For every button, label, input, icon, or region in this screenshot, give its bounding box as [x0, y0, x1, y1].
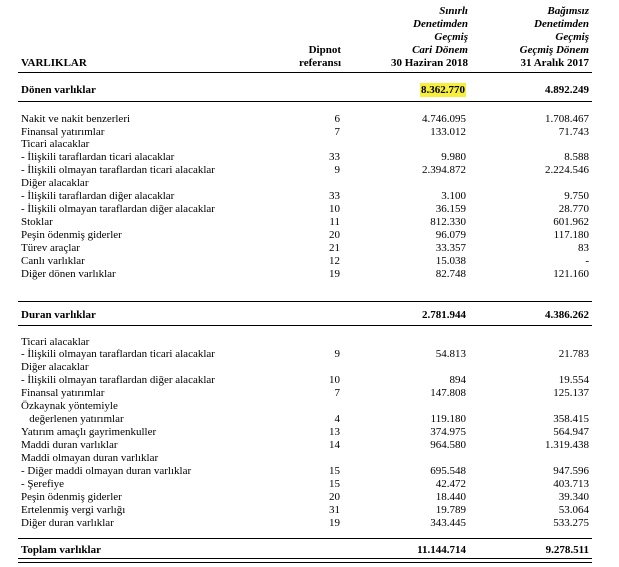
row-label: - İlişkili olmayan taraflardan ticari alacaklar: [21, 348, 215, 360]
table-row: [0, 229, 619, 241]
current-period-cell: [380, 439, 466, 451]
prior-period-value: 125.137: [553, 387, 589, 399]
row-label: Maddi duran varlıklar: [21, 439, 118, 451]
table-row: [0, 478, 619, 490]
current-period-value: 147.808: [430, 387, 466, 399]
current-period-value: 3.100: [441, 190, 466, 202]
row-label: Ticari alacaklar: [21, 138, 90, 150]
current-period-value: 894: [449, 374, 466, 386]
current-period-cell: [380, 478, 466, 490]
table-row: [0, 348, 619, 360]
current-period-cell: [380, 216, 466, 228]
current-period-value: 2.781.944: [422, 309, 466, 321]
row-note: 4: [334, 413, 340, 425]
row-label: Peşin ödenmiş giderler: [21, 491, 122, 503]
prior-period-value: 21.783: [558, 348, 589, 360]
prior-period-value: 1.319.438: [545, 439, 589, 451]
header-rule: [18, 72, 592, 73]
current-period-value: 8.362.770: [421, 84, 465, 96]
table-row: [0, 439, 619, 451]
table-row: [0, 309, 619, 321]
row-label: Dönen varlıklar: [21, 84, 96, 96]
prior-period-value: 9.750: [564, 190, 589, 202]
row-label: Türev araçlar: [21, 242, 80, 254]
row-label: Finansal yatırımlar: [21, 126, 105, 138]
row-label: Ticari alacaklar: [21, 336, 90, 348]
table-row: [0, 255, 619, 267]
current-period-header: [350, 5, 468, 70]
table-row: [0, 126, 619, 138]
table-row: [0, 216, 619, 228]
row-note: 9: [334, 164, 340, 176]
prior-period-value: -: [585, 255, 589, 267]
rule: [18, 101, 592, 102]
row-label: Nakit ve nakit benzerleri: [21, 113, 131, 125]
current-period-cell: [380, 113, 466, 125]
current-period-value: 15.038: [435, 255, 466, 267]
current-period-value: 812.330: [430, 216, 466, 228]
current-period-header-line: Geçmiş: [434, 31, 468, 43]
table-row: [0, 374, 619, 386]
current-period-cell: [380, 348, 466, 360]
current-period-cell: [380, 517, 466, 529]
row-note: 10: [329, 203, 340, 215]
row-label: Peşin ödenmiş giderler: [21, 229, 122, 241]
table-row: [0, 84, 619, 96]
current-period-cell: [380, 465, 466, 477]
table-row: [0, 242, 619, 254]
row-label: - Şerefiye: [21, 478, 65, 490]
current-period-cell: [380, 374, 466, 386]
current-period-value: 133.012: [430, 126, 466, 138]
current-period-value: 695.548: [430, 465, 466, 477]
table-row: [0, 203, 619, 215]
current-period-cell: [380, 164, 466, 176]
current-period-value: 54.813: [435, 348, 466, 360]
prior-period-header-line: Denetimden: [534, 18, 589, 30]
table-row: [0, 138, 619, 150]
row-note: 12: [329, 255, 340, 267]
prior-period-header-line: Bağımsız: [547, 5, 589, 17]
current-period-cell: [380, 309, 466, 321]
table-row: [0, 113, 619, 125]
current-period-cell: [380, 242, 466, 254]
prior-period-value: 39.340: [558, 491, 589, 503]
table-row: [0, 465, 619, 477]
current-period-cell: [380, 229, 466, 241]
prior-period-value: 2.224.546: [545, 164, 589, 176]
row-note: 33: [329, 190, 340, 202]
row-note: 19: [329, 268, 340, 280]
row-note: 33: [329, 151, 340, 163]
prior-period-value: 564.947: [553, 426, 589, 438]
prior-period-value: 4.386.262: [545, 309, 589, 321]
table-row: [0, 268, 619, 280]
row-label: Yatırım amaçlı gayrimenkuller: [21, 426, 157, 438]
prior-period-value: 19.554: [558, 374, 589, 386]
current-period-value: 374.975: [430, 426, 466, 438]
current-period-value: 19.789: [435, 504, 466, 516]
table-row: [0, 491, 619, 503]
current-period-value: 36.159: [435, 203, 466, 215]
note-header-line: referansı: [299, 57, 341, 69]
prior-period-value: 8.588: [564, 151, 589, 163]
current-period-cell: [380, 544, 466, 556]
row-label: Ertelenmiş vergi varlığı: [21, 504, 126, 516]
prior-period-value: 53.064: [558, 504, 589, 516]
row-label: Diğer alacaklar: [21, 361, 89, 373]
prior-period-value: 28.770: [558, 203, 589, 215]
current-period-value: 964.580: [430, 439, 466, 451]
row-note: 15: [329, 465, 340, 477]
table-row: [0, 544, 619, 556]
current-period-cell: [380, 203, 466, 215]
row-note: 9: [334, 348, 340, 360]
row-note: 11: [329, 216, 340, 228]
row-label: Stoklar: [21, 216, 53, 228]
row-note: 13: [329, 426, 340, 438]
table-row: [0, 151, 619, 163]
note-column-header: [275, 44, 341, 70]
current-period-header-line: Sınırlı: [439, 5, 468, 17]
row-label: Diğer alacaklar: [21, 177, 89, 189]
row-label: Maddi olmayan duran varlıklar: [21, 452, 159, 464]
current-period-cell: [380, 126, 466, 138]
rule: [18, 538, 592, 539]
table-row: [0, 504, 619, 516]
current-period-cell: [380, 268, 466, 280]
prior-period-value: 533.275: [553, 517, 589, 529]
row-label: Canlı varlıklar: [21, 255, 85, 267]
current-period-header-line: Cari Dönem: [412, 44, 468, 56]
prior-period-value: 601.962: [553, 216, 589, 228]
row-label: Diğer duran varlıklar: [21, 517, 114, 529]
prior-period-value: 947.596: [553, 465, 589, 477]
prior-period-value: 9.278.511: [545, 544, 589, 556]
prior-period-header-date: 31 Aralık 2017: [520, 57, 589, 69]
table-row: [0, 164, 619, 176]
rule: [18, 301, 592, 302]
current-period-value: 4.746.095: [422, 113, 466, 125]
current-period-value: 119.180: [430, 413, 466, 425]
row-note: 15: [329, 478, 340, 490]
prior-period-value: 358.415: [553, 413, 589, 425]
table-row: [0, 361, 619, 373]
rule: [18, 325, 592, 326]
prior-period-value: 403.713: [553, 478, 589, 490]
prior-period-header-line: Geçmiş Dönem: [519, 44, 589, 56]
row-note: 6: [334, 113, 340, 125]
current-period-value: 11.144.714: [417, 544, 466, 556]
prior-period-value: 1.708.467: [545, 113, 589, 125]
prior-period-value: 121.160: [553, 268, 589, 280]
current-period-value: 96.079: [435, 229, 466, 241]
row-note: 14: [329, 439, 340, 451]
row-label: Finansal yatırımlar: [21, 387, 105, 399]
current-period-value: 33.357: [435, 242, 466, 254]
row-label: - İlişkili olmayan taraflardan diğer alacaklar: [21, 203, 215, 215]
row-note: 7: [334, 387, 340, 399]
row-note: 19: [329, 517, 340, 529]
row-label: - İlişkili olmayan taraflardan diğer alacaklar: [21, 374, 215, 386]
current-period-cell: [380, 491, 466, 503]
row-note: 7: [334, 126, 340, 138]
row-label: - Diğer maddi olmayan duran varlıklar: [21, 465, 192, 477]
current-period-header-line: Denetimden: [413, 18, 468, 30]
prior-period-header: [490, 5, 589, 70]
note-header-line: Dipnot: [308, 44, 341, 56]
row-label: değerlenen yatırımlar: [21, 413, 124, 425]
current-period-value: 42.472: [435, 478, 466, 490]
row-label: - İlişkili olmayan taraflardan ticari alacaklar: [21, 164, 215, 176]
row-label: Diğer dönen varlıklar: [21, 268, 116, 280]
prior-period-value: 71.743: [558, 126, 589, 138]
table-row: [0, 517, 619, 529]
row-label: Toplam varlıklar: [21, 544, 101, 556]
current-period-value: 82.748: [435, 268, 466, 280]
prior-period-value: 83: [578, 242, 589, 254]
prior-period-value: 117.180: [553, 229, 589, 241]
table-row: [0, 413, 619, 425]
row-label: Özkaynak yöntemiyle: [21, 400, 118, 412]
table-row: [0, 426, 619, 438]
current-period-value: 9.980: [441, 151, 466, 163]
current-period-cell: [380, 84, 466, 96]
row-note: 31: [329, 504, 340, 516]
current-period-cell: [380, 426, 466, 438]
table-row: [0, 336, 619, 348]
current-period-cell: [380, 504, 466, 516]
table-row: [0, 400, 619, 412]
table-row: [0, 190, 619, 202]
current-period-cell: [380, 190, 466, 202]
section-title: VARLIKLAR: [21, 57, 87, 69]
total-double-rule: [18, 558, 592, 563]
table-row: [0, 177, 619, 189]
table-row: [0, 452, 619, 464]
current-period-cell: [380, 255, 466, 267]
current-period-cell: [380, 413, 466, 425]
row-note: 20: [329, 229, 340, 241]
table-row: [0, 387, 619, 399]
prior-period-header-line: Geçmiş: [555, 31, 589, 43]
current-period-header-date: 30 Haziran 2018: [391, 57, 468, 69]
row-label: - İlişkili taraflardan diğer alacaklar: [21, 190, 175, 202]
row-note: 10: [329, 374, 340, 386]
current-period-value: 2.394.872: [422, 164, 466, 176]
prior-period-value: 4.892.249: [545, 84, 589, 96]
current-period-value: 18.440: [435, 491, 466, 503]
row-note: 20: [329, 491, 340, 503]
current-period-cell: [380, 151, 466, 163]
current-period-cell: [380, 387, 466, 399]
row-label: - İlişkili taraflardan ticari alacaklar: [21, 151, 175, 163]
row-note: 21: [329, 242, 340, 254]
current-period-value: 343.445: [430, 517, 466, 529]
row-label: Duran varlıklar: [21, 309, 96, 321]
